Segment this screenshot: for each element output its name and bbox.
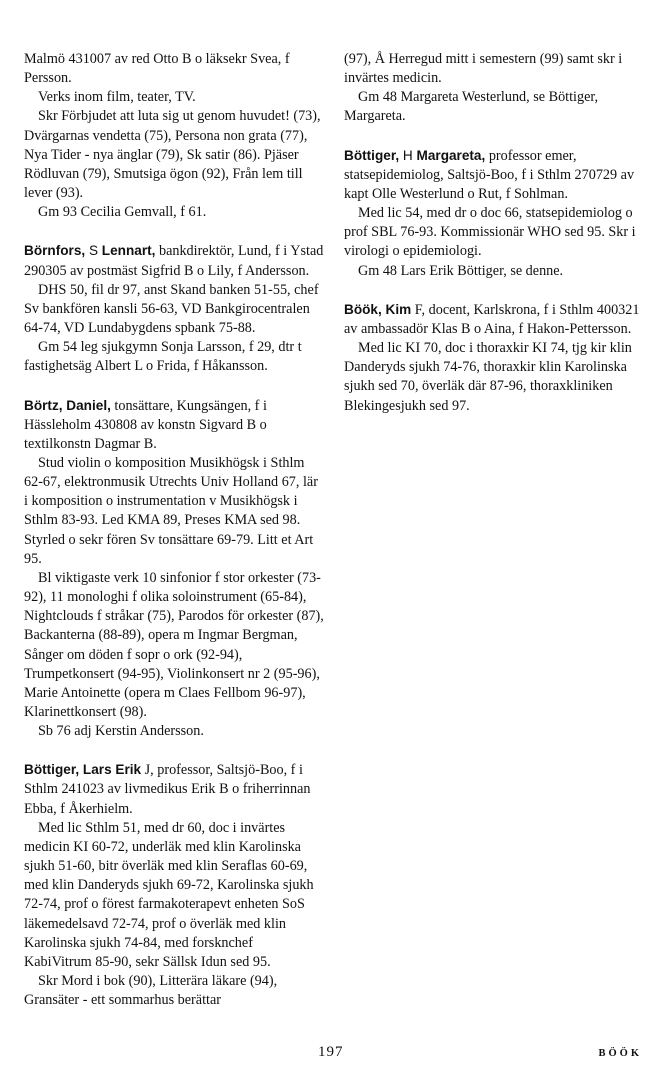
entry-surname: Böök,	[344, 301, 382, 317]
entry-surname: Böttiger,	[24, 762, 80, 778]
entry-intro-text: F, docent, Karlskrona, f i Sthlm 400321 av ambassadör Klas B o Aina, f Hakon-Pettersson.	[344, 301, 640, 337]
entry-given-name: Kim	[385, 301, 412, 317]
entry-heading	[344, 148, 485, 163]
entry-paragraph: Med lic 54, med dr o doc 66, statsepidemiolog o prof SBL 76-93. Kommissionär WHO sed 95. Skr i virologi o epidemiologi.	[344, 205, 636, 260]
entry-intro	[24, 396, 324, 454]
entry-intro	[24, 760, 324, 818]
page-number: 197	[318, 1044, 344, 1060]
entry-text: Gm 93 Cecilia Gemvall, f 61.	[38, 204, 207, 221]
entry-heading	[24, 243, 155, 258]
running-head: BÖÖK	[598, 1048, 642, 1059]
entry-intro	[344, 300, 644, 339]
entry-paragraph: DHS 50, fil dr 97, anst Skand banken 51-55, chef Sv bankfören kansli 56-63, VD Bankgirocentralen 64-74, VD Lundabygdens spbank 75-88.	[24, 281, 319, 337]
entry-intro-text: bankdirektör, Lund, f i Ystad 290305 av postmäst Sigfrid B o Lily, f Andersson.	[24, 243, 324, 279]
entry-text: Gm 48 Margareta Westerlund, se Böttiger, Margareta.	[344, 89, 599, 125]
entry-intro	[24, 241, 324, 280]
entry-paragraph: Bl viktigaste verk 10 sinfonior f stor orkester (73-92), 11 monologhi f olika soloinstrument (65-84), Nightclouds f stråkar (75), Parodos för orkester (87), Backanterna (88-89), opera m Ingmar Bergman, Sånger om döden f sopr o ork (92-94), Trumpetkonsert (94-95), Violinkonsert nr 2 (95-96), Marie Antoinette (opera m Claes Fellbom 96-97), Klarinettkonsert (98).	[24, 569, 324, 720]
entry-paragraph: Gm 54 leg sjukgymn Sonja Larsson, f 29, dtr t fastighetsäg Albert L o Frida, f Håkansson.	[24, 339, 302, 375]
entry-given-name: Lars Erik	[82, 762, 142, 778]
entry-given-name: Margareta,	[416, 147, 486, 163]
entry-paragraph: Med lic Sthlm 51, med dr 60, doc i invärtes medicin KI 60-72, underläk med klin Karolinska sjukh 51-60, bitr överläk med klin Seraflas 60-69, med klin Danderyds sjukh 69-72, Karolinska sjukh 72-74, prof o förest farmakoterapevt enheten SoS läkemedelsavd 72-74, prof o överläk med klin Karolinska sjukh 74-84, med forsknchef KabiVitrum 85-90, sekr Sällsk Idun sed 95.	[24, 819, 314, 970]
entry-given-name: Daniel,	[66, 397, 111, 413]
entry-text: (97), Å Herregud mitt i semestern (99) samt skr i invärtes medicin.	[344, 51, 623, 87]
entry-given-name: Lennart,	[101, 243, 156, 259]
biography-entry	[344, 300, 644, 416]
entry-intro-text: tonsättare, Kungsängen, f i Hässleholm 430808 av konstn Sigvard B o textilkonstn Dagmar B.	[24, 397, 267, 452]
entry-paragraph: Sb 76 adj Kerstin Andersson.	[38, 723, 204, 740]
left-column	[24, 50, 324, 1029]
biography-entry	[24, 396, 324, 742]
entry-paragraph: Gm 48 Lars Erik Böttiger, se denne.	[358, 262, 564, 279]
entry-initial: S	[85, 243, 102, 259]
entry-paragraph: Med lic KI 70, doc i thoraxkir KI 74, tjg kir klin Danderyds sjukh 74-76, thoraxkir klin Karolinska sjukh sed 70, överläk där 87-96, thoraxkliniken Blekingesjukh sed 97.	[344, 340, 632, 414]
continued-entry	[24, 50, 324, 222]
entry-text: Skr Förbjudet att luta sig ut genom huvudet! (73), Dvärgarnas vendetta (75), Persona non grata (77), Nya Tider - nya änglar (79), Sk satir (86). Pjäser Rödluvan (79), Smutsiga ögon (92), Från lem till lever (93).	[24, 108, 321, 202]
continued-entry	[344, 50, 644, 127]
entry-initial: H	[399, 147, 417, 163]
entry-text: Verks inom film, teater, TV.	[38, 89, 196, 106]
entry-heading	[344, 302, 411, 317]
entry-intro-text: professor emer, statsepidemiolog, Saltsjö-Boo, f i Sthlm 270729 av kapt Olle Westerlund o Rut, f Sohlman.	[344, 147, 635, 202]
entry-surname: Börtz,	[24, 397, 63, 413]
entry-paragraph: Skr Mord i bok (90), Litterära läkare (94), Gransäter - ett sommarhus berättar	[24, 973, 278, 1009]
entry-text: Malmö 431007 av red Otto B o läksekr Svea, f Persson.	[24, 51, 290, 87]
entry-heading	[24, 398, 111, 413]
entry-heading	[24, 762, 141, 777]
biography-entry	[24, 241, 324, 376]
entry-paragraph: Stud violin o komposition Musikhögsk i Sthlm 62-67, elektronmusik Utrechts Univ Holland 67, lär i komposition o instrumentation v Musikhögsk i Sthlm 83-93. Led KMA 89, Preses KMA sed 98. Styrled o sekr fören Sv tonsättare 69-79. Litt et Art 95.	[24, 454, 318, 567]
right-column	[344, 50, 644, 435]
entry-surname: Börnfors,	[24, 243, 86, 259]
biography-entry	[24, 760, 324, 1010]
biography-entry	[344, 146, 644, 281]
entry-intro-text: J, professor, Saltsjö-Boo, f i Sthlm 241023 av livmedikus Erik B o friherrinnan Ebba, f Åkerhielm.	[24, 762, 311, 817]
entry-surname: Böttiger,	[344, 147, 400, 163]
entry-intro	[344, 146, 644, 204]
